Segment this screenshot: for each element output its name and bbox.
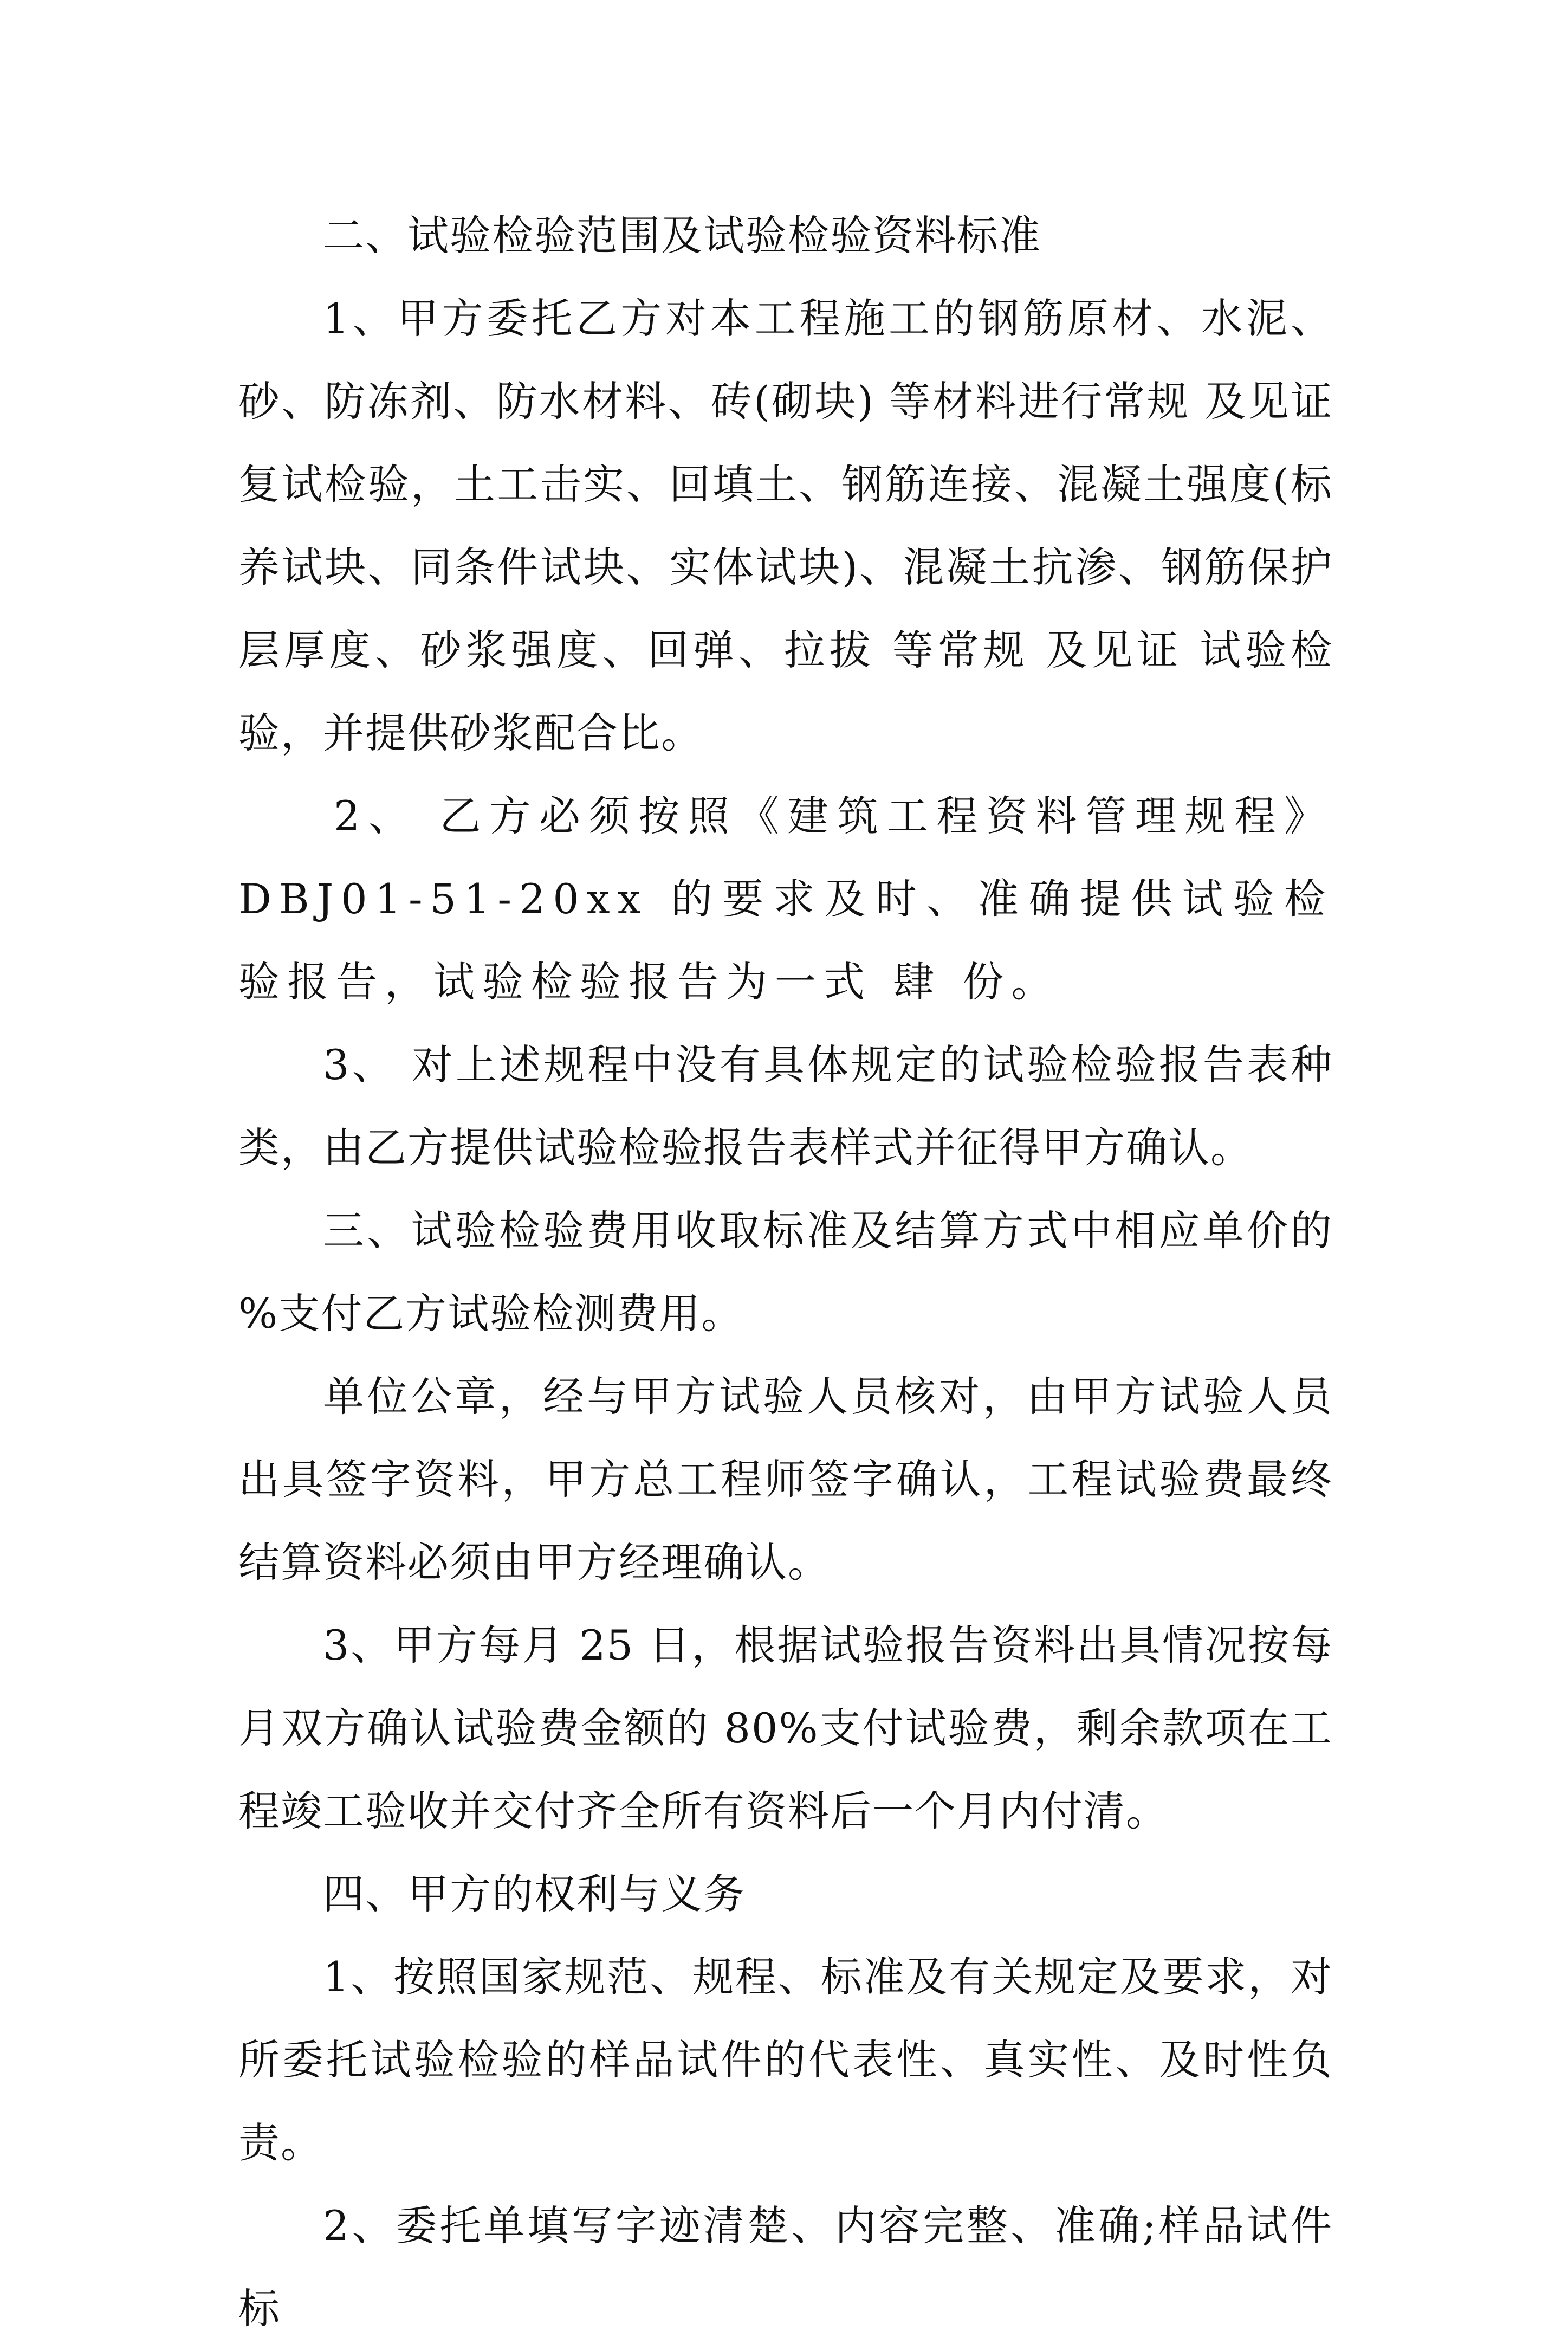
section-heading-party-a-rights: 四、甲方的权利与义务 [323, 1870, 746, 1918]
document-body [238, 194, 1333, 2350]
section-heading-testing-scope: 二、试验检验范围及试验检验资料标准 [323, 211, 1041, 260]
paragraph-party-a-duty-2: 2、委托单填写字迹清楚、内容完整、准确;样品试件标 [238, 2201, 1333, 2333]
paragraph-party-a-duty-1: 1、按照国家规范、规程、标准及有关规定及要求，对所委托试验检验的样品试件的代表性、真实性、及时性负责。 [238, 1953, 1333, 2167]
paragraph-clause-2-regulations: 2、 乙方必须按照《建筑工程资料管理规程》DBJ01-51-20xx 的要求及时、准确提供试验检验报告，试验检验报告为一式 肆 份。 [238, 792, 1333, 1006]
paragraph-monthly-payment: 3、甲方每月 25 日，根据试验报告资料出具情况按每月双方确认试验费金额的 80%支付试验费，剩余款项在工程竣工验收并交付齐全所有资料后一个月内付清。 [238, 1621, 1333, 1835]
paragraph-clause-1-materials: 1、甲方委托乙方对本工程施工的钢筋原材、水泥、砂、防冻剂、防水材料、砖(砌块) 等材料进行常规 及见证 复试检验，土工击实、回填土、钢筋连接、混凝土强度(标养试块、同条件试块、实体试块)、混凝土抗渗、钢筋保护层厚度、砂浆强度、回弹、拉拔 等常规 及见证 试验检验，并提供砂浆配合比。 [238, 294, 1333, 757]
paragraph-clause-3-report-forms: 3、 对上述规程中没有具体规定的试验检验报告表种类，由乙方提供试验检验报告表样式并征得甲方确认。 [238, 1041, 1333, 1172]
section-heading-fees: 三、试验检验费用收取标准及结算方式中相应单价的 %支付乙方试验检测费用。 [238, 1206, 1333, 1338]
paragraph-settlement-confirmation: 单位公章，经与甲方试验人员核对，由甲方试验人员出具签字资料，甲方总工程师签字确认，工程试验费最终结算资料必须由甲方经理确认。 [238, 1372, 1333, 1586]
